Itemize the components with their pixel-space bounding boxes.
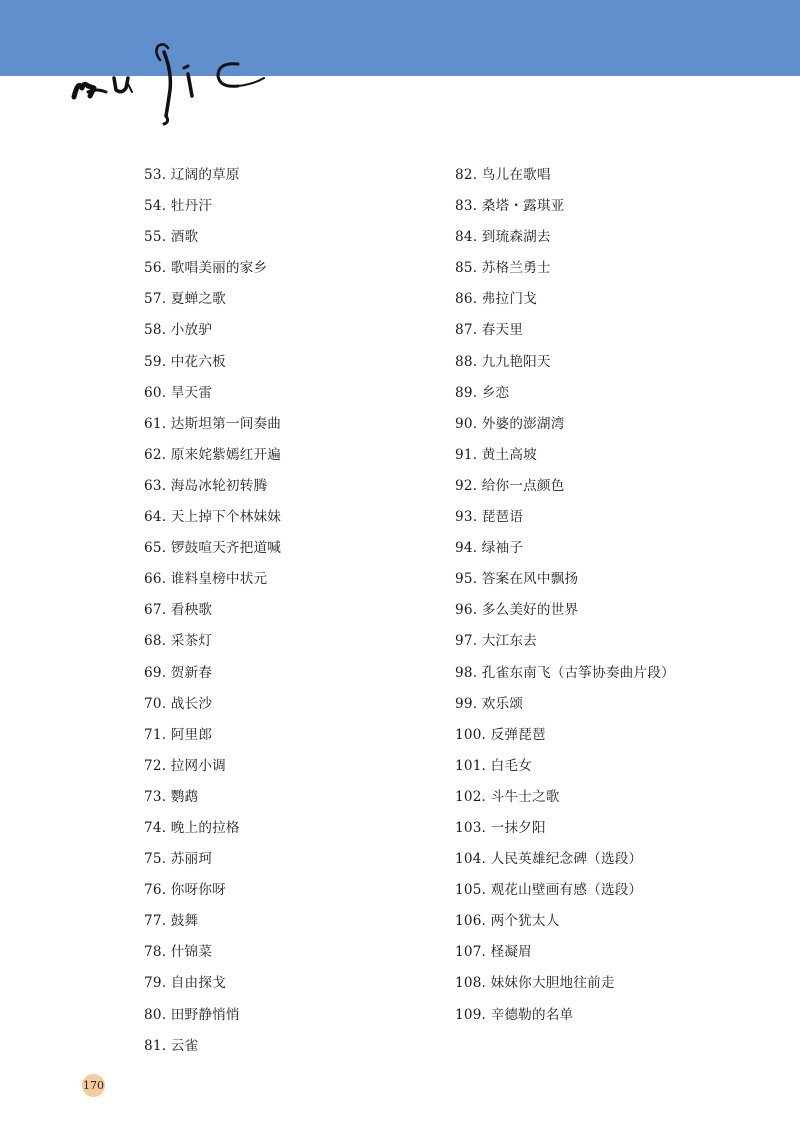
list-item: 82. 鸟儿在歌唱 (455, 167, 551, 183)
list-item: 97. 大江东去 (455, 633, 537, 650)
list-item: 100. 反弹琵琶 (455, 726, 546, 743)
list-item: 83. 桑塔・露琪亚 (455, 198, 565, 215)
list-item: 103. 一抹夕阳 (455, 819, 546, 836)
list-item: 62. 原来姹紫嫣红开遍 (144, 446, 282, 463)
list-item: 90. 外婆的澎湖湾 (455, 415, 565, 432)
list-item: 72. 拉网小调 (144, 757, 226, 774)
list-item: 106. 两个犹太人 (455, 913, 560, 930)
song-list-left (144, 160, 281, 1062)
list-item: 102. 斗牛士之歌 (455, 788, 560, 805)
list-item: 73. 鹦鹉 (144, 788, 199, 805)
list-item: 67. 看秧歌 (144, 602, 213, 619)
list-item: 92. 给你一点颜色 (455, 477, 565, 494)
list-item: 108. 妹妹你大胆地往前走 (455, 975, 615, 992)
list-item: 54. 牡丹汗 (144, 198, 213, 215)
list-item: 56. 歌唱美丽的家乡 (144, 260, 268, 277)
list-item: 74. 晚上的拉格 (144, 819, 240, 836)
list-item: 79. 自由探戈 (144, 975, 226, 992)
list-item: 60. 旱天雷 (144, 384, 213, 401)
list-item: 89. 乡恋 (455, 384, 510, 401)
list-item: 55. 酒歌 (144, 229, 199, 246)
list-item: 57. 夏蝉之歌 (144, 291, 226, 308)
list-item: 107. 柽凝眉 (455, 944, 532, 961)
list-item: 94. 绿袖子 (455, 540, 524, 557)
list-item: 93. 琵琶语 (455, 509, 524, 526)
list-item: 105. 观花山壁画有感（选段） (455, 882, 643, 899)
list-item: 64. 天上掉下个林妹妹 (144, 509, 282, 526)
list-item: 109. 辛德勒的名单 (455, 1006, 574, 1023)
list-item: 95. 答案在风中飘扬 (455, 571, 579, 588)
list-item: 91. 黄土高坡 (455, 446, 537, 463)
list-item: 80. 田野静悄悄 (144, 1006, 240, 1023)
list-item: 86. 弗拉门戈 (455, 291, 537, 308)
list-item: 53. 辽阔的草原 (144, 167, 240, 183)
list-item: 69. 贺新春 (144, 664, 213, 681)
list-item: 98. 孔雀东南飞（古筝协奏曲片段） (455, 664, 675, 681)
list-item: 71. 阿里郎 (144, 726, 213, 743)
list-item: 78. 什锦菜 (144, 944, 213, 961)
list-item: 99. 欢乐颂 (455, 695, 524, 712)
music-logo (68, 38, 278, 130)
list-item: 75. 苏丽珂 (144, 851, 213, 868)
list-item: 65. 锣鼓喧天齐把道喊 (144, 540, 282, 557)
page-number: 170 (82, 1074, 105, 1097)
list-item: 77. 鼓舞 (144, 913, 199, 930)
list-item: 70. 战长沙 (144, 695, 213, 712)
list-item: 66. 谁料皇榜中状元 (144, 571, 268, 588)
list-item: 63. 海岛冰轮初转腾 (144, 477, 268, 494)
list-item: 68. 采茶灯 (144, 633, 213, 650)
list-item: 85. 苏格兰勇士 (455, 260, 551, 277)
list-item: 58. 小放驴 (144, 322, 213, 339)
list-item: 61. 达斯坦第一间奏曲 (144, 415, 282, 432)
list-item: 101. 白毛女 (455, 757, 532, 774)
list-item: 104. 人民英雄纪念碑（选段） (455, 851, 643, 868)
list-item: 96. 多么美好的世界 (455, 602, 579, 619)
list-item: 76. 你呀你呀 (144, 882, 226, 899)
list-item: 59. 中花六板 (144, 353, 226, 370)
list-item: 81. 云雀 (144, 1037, 199, 1054)
list-item: 88. 九九艳阳天 (455, 353, 551, 370)
list-item: 87. 春天里 (455, 322, 524, 339)
list-item: 84. 到琉森湖去 (455, 229, 551, 246)
music-logo-icon (68, 38, 278, 130)
song-list-right (455, 160, 675, 1031)
